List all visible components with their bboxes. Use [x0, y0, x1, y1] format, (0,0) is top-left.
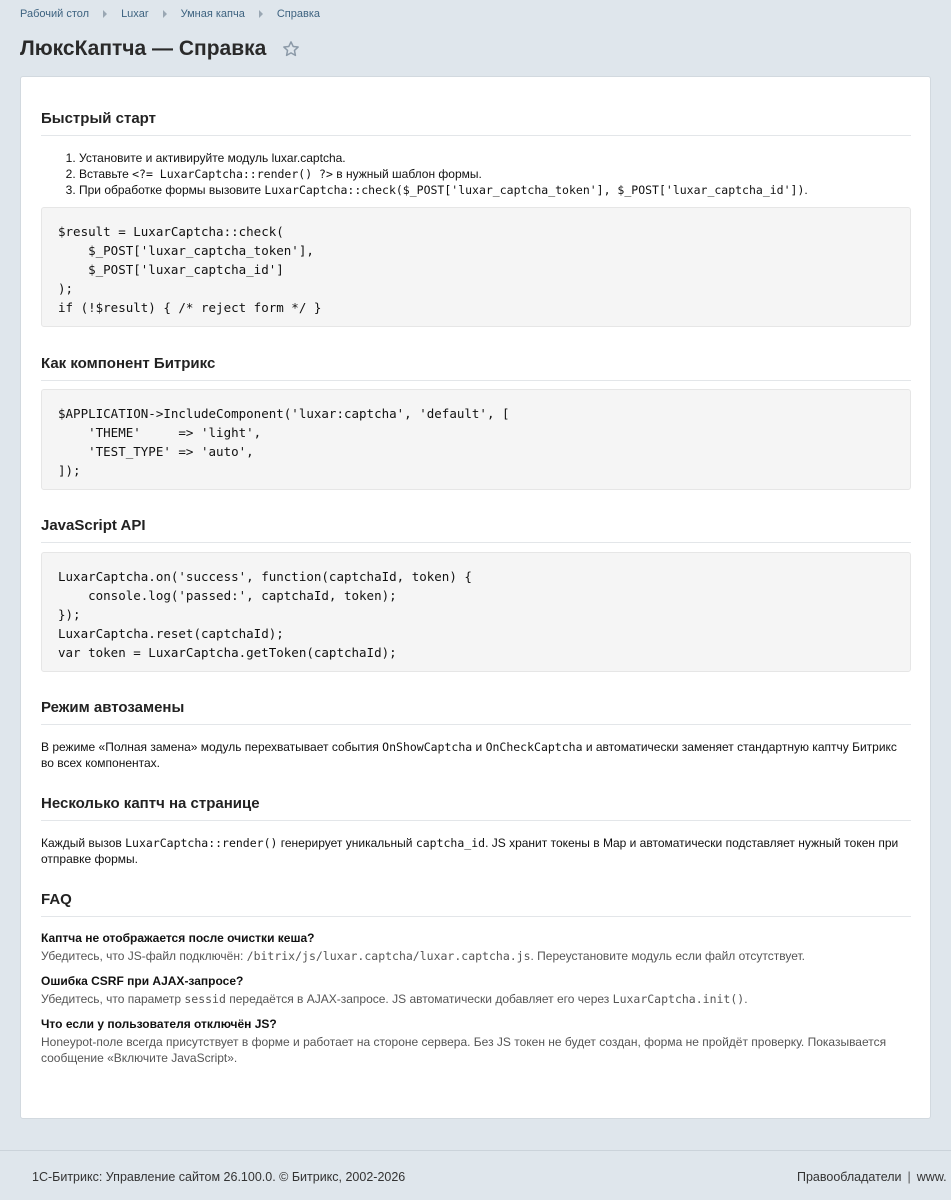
- code-block[interactable]: LuxarCaptcha.on('success', function(captchaId, token) { console.log('passed:', captchaId, token); }); LuxarCaptcha.reset(captchaId); var token = LuxarCaptcha.getToken(captchaId);: [41, 552, 911, 672]
- list-item: 3. При обработке формы вызовите LuxarCaptcha::check($_POST['luxar_captcha_token'], $_POST['luxar_captcha_id']).: [79, 182, 911, 198]
- section-title: Быстрый старт: [41, 110, 911, 136]
- faq-answer: Убедитесь, что JS-файл подключён: /bitrix/js/luxar.captcha/luxar.captcha.js. Переустановите модуль если файл отсутствует.: [41, 949, 806, 963]
- page-header: [20, 37, 300, 61]
- section-title: Несколько каптч на странице: [41, 795, 911, 821]
- section-text: Каждый вызов LuxarCaptcha::render() генерирует уникальный captcha_id. JS хранит токены в Map и автоматически подставляет нужный токен при отправке формы.: [41, 836, 899, 866]
- footer-links: [797, 1170, 947, 1184]
- page-title: ЛюксКаптча — Справка: [20, 37, 267, 60]
- steps-list: [41, 150, 911, 198]
- list-item: 2. Вставьте <?= LuxarCaptcha::render() ?> в нужный шаблон формы.: [79, 166, 911, 182]
- inline-code: <?= LuxarCaptcha::render() ?>: [132, 167, 333, 181]
- section-title: JavaScript API: [41, 517, 911, 543]
- inline-code: LuxarCaptcha.init(): [612, 992, 745, 1006]
- breadcrumb-luxar[interactable]: Luxar: [121, 8, 149, 20]
- inline-code: LuxarCaptcha::check($_POST['luxar_captcha_token'], $_POST['luxar_captcha_id']): [264, 183, 805, 197]
- code-block[interactable]: $APPLICATION->IncludeComponent('luxar:captcha', 'default', [ 'THEME' => 'light', 'TEST_TYPE' => 'auto', ]);: [41, 389, 911, 490]
- footer: [0, 1150, 951, 1200]
- chevron-right-icon: [163, 10, 167, 18]
- section-title: Режим автозамены: [41, 699, 911, 725]
- breadcrumb: [20, 8, 320, 20]
- code-block[interactable]: $result = LuxarCaptcha::check( $_POST['luxar_captcha_token'], $_POST['luxar_captcha_id'] ); if (!$result) { /* reject form */ }: [41, 207, 911, 327]
- breadcrumb-smart-captcha[interactable]: Умная капча: [180, 8, 245, 20]
- faq-answer: Убедитесь, что параметр sessid передаётся в AJAX-запросе. JS автоматически добавляет его через LuxarCaptcha.init().: [41, 992, 748, 1006]
- faq-question: Ошибка CSRF при AJAX-запросе?: [41, 974, 244, 988]
- section-autoreplace: [41, 699, 911, 771]
- footer-site-link[interactable]: www.: [916, 1170, 947, 1184]
- footer-separator: |: [907, 1170, 911, 1184]
- faq-question: Каптча не отображается после очистки кеша?: [41, 931, 315, 945]
- inline-code: /bitrix/js/luxar.captcha/luxar.captcha.js: [246, 949, 531, 963]
- inline-code: captcha_id: [415, 836, 486, 850]
- footer-rights-link[interactable]: Правообладатели: [797, 1170, 902, 1184]
- section-title: FAQ: [41, 891, 911, 917]
- footer-copyright: 1С-Битрикс: Управление сайтом 26.100.0. © Битрикс, 2002-2026: [32, 1170, 406, 1184]
- chevron-right-icon: [103, 10, 107, 18]
- inline-code: OnCheckCaptcha: [485, 740, 583, 754]
- breadcrumb-help[interactable]: Справка: [276, 8, 320, 20]
- inline-code: LuxarCaptcha::render(): [125, 836, 278, 850]
- section-title: Как компонент Битрикс: [41, 355, 911, 381]
- faq-item: [41, 1017, 911, 1066]
- inline-code: sessid: [184, 992, 226, 1006]
- list-item: 1. Установите и активируйте модуль luxar.captcha.: [79, 150, 911, 166]
- breadcrumb-desktop[interactable]: Рабочий стол: [20, 8, 90, 20]
- faq-question: Что если у пользователя отключён JS?: [41, 1017, 277, 1031]
- chevron-right-icon: [259, 10, 263, 18]
- star-icon[interactable]: [282, 40, 300, 58]
- section-faq: [41, 891, 911, 1066]
- faq-answer: Honeypot-поле всегда присутствует в форме и работает на стороне сервера. Без JS токен не будет создан, форма не пройдёт проверку. Показывается сообщение «Включите JavaScript».: [41, 1035, 887, 1065]
- section-multi-captcha: [41, 795, 911, 867]
- inline-code: OnShowCaptcha: [382, 740, 473, 754]
- section-quick-start: [41, 110, 911, 198]
- section-component: [41, 355, 911, 381]
- help-panel: [20, 76, 931, 1119]
- section-js-api: [41, 517, 911, 543]
- section-text: В режиме «Полная замена» модуль перехватывает события OnShowCaptcha и OnCheckCaptcha и автоматически заменяет стандартную каптчу Битрикс во всех компонентах.: [41, 740, 897, 770]
- faq-item: [41, 931, 911, 964]
- faq-item: [41, 974, 911, 1007]
